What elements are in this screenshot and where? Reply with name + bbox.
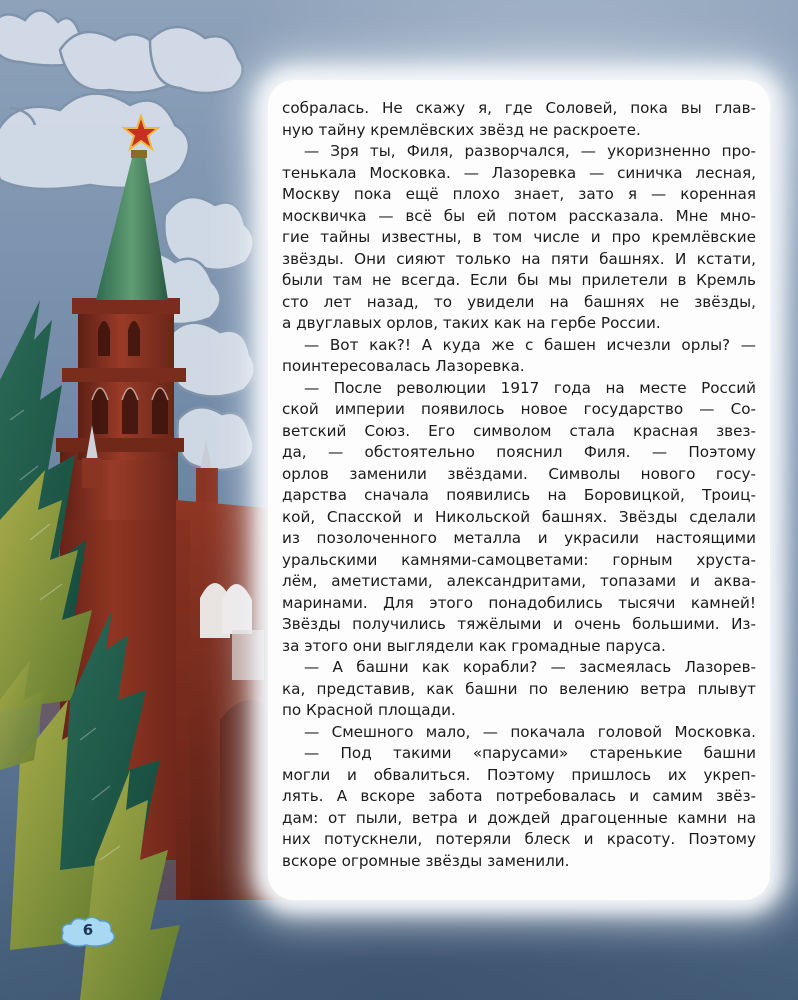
page-number-badge: [58, 912, 118, 952]
text-line: маринами. Для этого понадобились тысячи камней!: [282, 593, 756, 612]
text-line: уральскими камнями-самоцветами: горным хруста-: [282, 550, 756, 569]
text-line: гие тайны известны, в том числе и про кремлёвские: [282, 228, 756, 246]
text-line: дам: от пыли, ветра и дождей драгоценные камни на: [282, 808, 756, 827]
text-line: — После революции 1917 года на месте Россий: [304, 378, 756, 397]
text-line: лём, аметистами, александритами, топазами и аква-: [282, 572, 756, 590]
text-line: — Зря ты, Филя, разворчался, — укоризненно про-: [304, 142, 756, 160]
text-line: поинтересовалась Лазоревка.: [282, 357, 525, 375]
text-line: звёзды. Они сияют только на пяти башнях. И кстати,: [282, 249, 756, 268]
text-line: лять. А вскоре забота потребовалась и самим звёз-: [282, 787, 756, 805]
text-line: москвичка — всё бы ей потом рассказала. Мне мно-: [282, 206, 756, 225]
text-line: вскоре огромные звёзды заменили.: [282, 851, 570, 870]
text-line: них потускнели, потеряли блеск и красоту. Поэтому: [282, 830, 756, 848]
page-number: 6: [82, 921, 94, 939]
text-line: ской империи появилось новое государство — Со-: [282, 400, 756, 418]
text-line: тенькала Московка. — Лазоревка — синичка лесная,: [282, 163, 756, 182]
text-line: — Смешного мало, — покачала головой Московка.: [304, 722, 756, 741]
text-line: дарства сначала появились на Боровицкой, Троиц-: [282, 486, 756, 504]
text-line: — Под такими «парусами» старенькие башни: [304, 744, 756, 762]
text-line: ветский Союз. Его символом стала красная звез-: [282, 421, 756, 440]
text-line: собралась. Не скажу я, где Соловей, пока вы глав-: [282, 99, 756, 117]
text-line: Звёзды получились тяжёлыми и очень большими. Из-: [282, 615, 756, 633]
text-line: ка, представив, как башни по велению ветра плывут: [282, 679, 756, 698]
text-line: из позолоченного металла и украсили настоящими: [282, 529, 756, 547]
text-line: орлов заменили звёздами. Символы нового госу-: [282, 464, 756, 483]
story-text: [282, 98, 756, 872]
text-line: за этого они выглядели как громадные паруса.: [282, 636, 666, 655]
text-line: кой, Спасской и Никольской башнях. Звёзды сделали: [282, 507, 756, 526]
text-panel: [268, 80, 770, 900]
text-line: — А башни как корабли? — засмеялась Лазорев-: [304, 658, 756, 676]
text-line: — Вот как?! А куда же с башен исчезли орлы? —: [304, 335, 756, 354]
text-line: были там не всегда. Если бы мы прилетели в Кремль: [282, 271, 756, 289]
text-line: по Красной площади.: [282, 701, 456, 719]
text-line: а двуглавых орлов, таких как на гербе России.: [282, 314, 661, 332]
text-line: сто лет назад, то увидели на башнях не звёзды,: [282, 292, 756, 311]
text-line: да, — обстоятельно пояснил Филя. — Поэтому: [282, 443, 756, 461]
text-line: Москву пока ещё плохо знает, зато я — коренная: [282, 185, 756, 203]
text-line: ную тайну кремлёвских звёзд не раскроете.: [282, 120, 641, 139]
text-line: могли и обвалиться. Поэтому пришлось их укреп-: [282, 765, 756, 784]
